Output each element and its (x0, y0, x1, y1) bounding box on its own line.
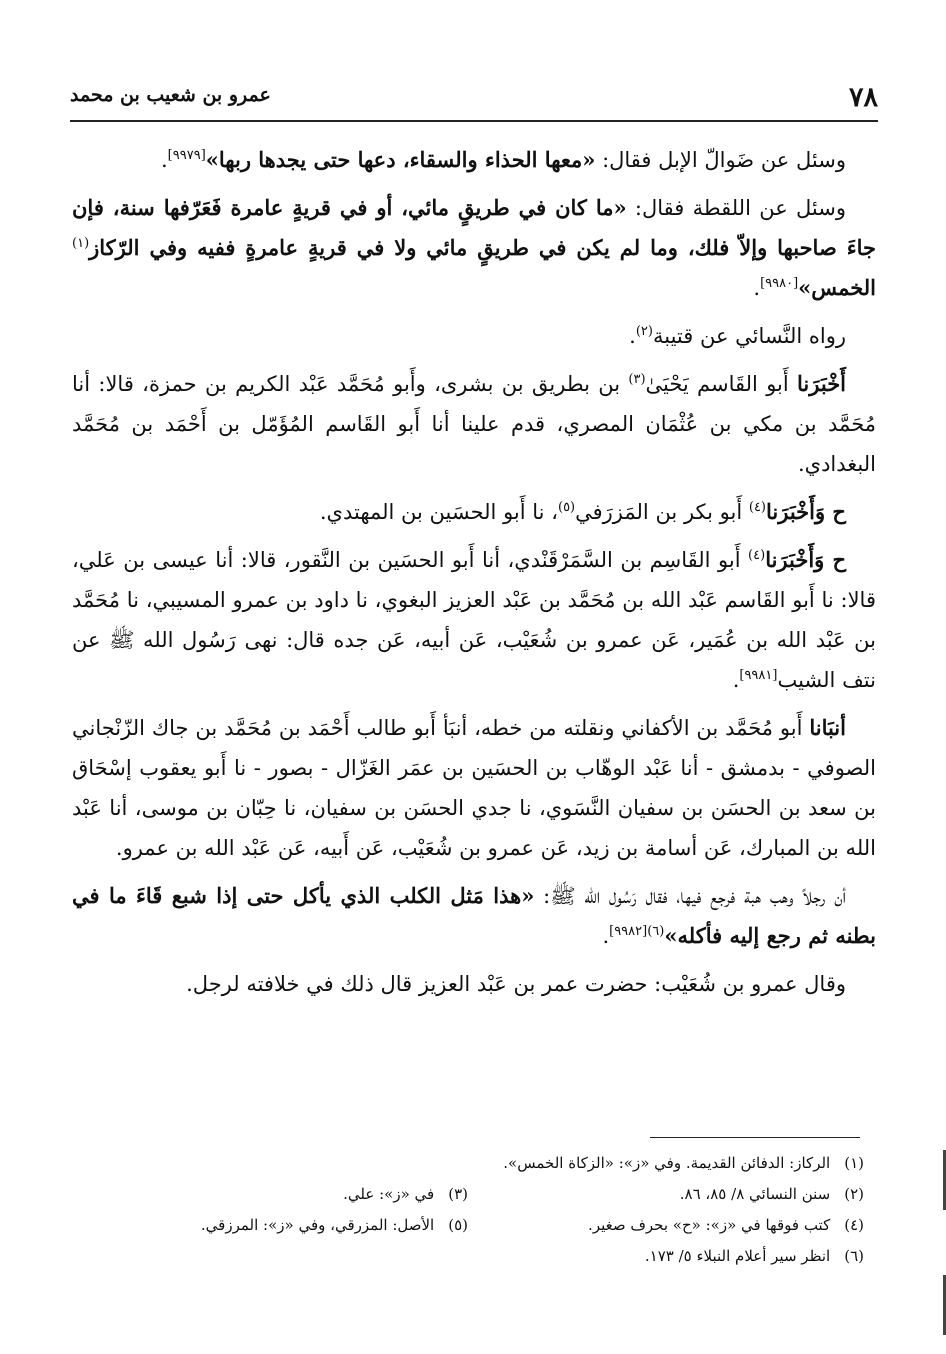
hadith-quote: «هذا مَثل الكلب الذي يأكل حتى إذا شبع قَاءَ ما في بطنه ثم رجع إليه فأكله» (72, 883, 876, 948)
footnote-separator (650, 1137, 860, 1138)
text-run: . (602, 924, 610, 948)
text-run: أن رجلاً وهب هبة فرجع فيها، فقال رَسُول الله ﷺ: (534, 884, 846, 908)
footnote-number: (٤) (844, 1216, 864, 1234)
main-text (72, 140, 876, 1012)
running-title: عمرو بن شعيب بن محمد (70, 84, 271, 106)
transmission-keyword: ح وَأَخْبَرَنا (765, 547, 847, 572)
text-run: . (629, 324, 636, 348)
footnote (468, 1179, 864, 1210)
footnote-row (72, 1148, 864, 1179)
paragraph (72, 708, 876, 868)
paragraph (72, 876, 876, 956)
paragraph (72, 364, 876, 484)
page-header (70, 78, 878, 112)
footnote (72, 1241, 864, 1272)
text-run: . (753, 276, 761, 300)
footnotes (72, 1148, 864, 1272)
footnote-ref[interactable]: (٤) (748, 548, 766, 563)
paragraph (72, 316, 876, 356)
text-run: أَبو مُحَمَّد بن الأكفاني ونقلته من خطه، أنبَأ أَبو طالب أَحْمَد بن مُحَمَّد بن جاك الزّنْجاني الصوفي - بدمشق - أنا عَبْد الوهّاب بن الحسَين بن عمَر الغَزّال - بصور - نا أَبو يعقوب إسْحَاق بن سعد بن الحسَن بن سفيان النَّسَوي، نا جدي الحسَن بن سفيان، نا حِبّان بن موسى، أنا عَبْد الله بن المبارك، عَن أسامة بن زيد، عَن عمرو بن شُعَيْب، عَن أَبيه، عَن عَبْد الله بن عمرو. (72, 716, 876, 860)
paragraph (72, 492, 876, 532)
text-run: . (732, 668, 740, 692)
hadith-quote: الخمس» (798, 275, 876, 300)
text-run: وسئل عن ضَوالّ الإبل فقال: (595, 148, 846, 172)
hadith-quote: «ما كان في طريقٍ مائي، أو في قريةٍ عامرة فَعَرّفها سنة، فإن جاءَ صاحبها وإلاّ فلك، وما لم يكن في طريقٍ مائي ولا في قريةٍ عامرةٍ ففيه وفي الرّكاز (72, 195, 876, 260)
text-run: وسئل عن اللقطة فقال: (626, 196, 846, 220)
text-run: أَبو القَاسِم بن السَّمَرْقَنْدي، أنا أَبو الحسَين بن النَّقور، قالا: أنا عيسى بن عَلي، قالا: نا أَبو القَاسم عَبْد الله بن مُحَمَّد بن عَبْد العزيز البغوي، نا داود بن عمرو المسيبي، نا مُحَمَّد بن عَبْد الله بن عُمَير، عَن عمرو بن شُعَيْب، عَن أبيه، عَن جده قال: نهى رَسُول الله ﷺ عن نتف الشيب (72, 548, 876, 692)
footnote-number: (٣) (448, 1185, 468, 1203)
page-number: ٧٨ (848, 82, 878, 113)
hadith-number: [٩٩٧٩] (167, 148, 206, 163)
text-run: رواه النَّسائي عن قتيبة (652, 324, 846, 348)
footnote-number: (٦) (844, 1247, 864, 1265)
paragraph: وقال عمرو بن شُعَيْب: حضرت عمر بن عَبْد العزيز قال ذلك في خلافته لرجل. (186, 972, 846, 996)
footnote-text: في «ز»: علي. (343, 1185, 435, 1203)
hadith-quote: «معها الحذاء والسقاء، دعها حتى يجدها ربها» (205, 147, 596, 172)
footnote-ref[interactable]: (٢) (635, 324, 653, 339)
footnote-row (72, 1241, 864, 1272)
footnote-number: (٥) (448, 1216, 468, 1234)
text-run: أَبو القَاسم يَحْيَىٰ (645, 372, 798, 396)
footnote-ref[interactable]: (٦) (647, 924, 665, 939)
footnote (468, 1210, 864, 1241)
footnote-text: كتب فوقها في «ز»: «ح» بحرف صغير. (588, 1216, 831, 1234)
paragraph (72, 140, 876, 180)
footnote-number: (٢) (844, 1185, 864, 1203)
footnote-row (72, 1179, 864, 1210)
paragraph (72, 188, 876, 308)
footnote-ref[interactable]: (١) (72, 236, 90, 251)
footnote-ref[interactable]: (٥) (557, 500, 576, 515)
text-run: بن بطريق بن بشرى، وأَبو مُحَمَّد عَبْد الكريم بن حمزة، قالا: أنا مُحَمَّد بن مكي بن عُثْمَان المصري، قدم علينا أنا أَبو القَاسم المُؤَمّل بن أَحْمَد بن مُحَمَّد البغدادي. (72, 372, 876, 476)
footnote-text: الأصل: المزرقي، وفي «ز»: المرزقي. (200, 1216, 435, 1234)
transmission-keyword: ح وَأَخْبَرَنا (766, 499, 846, 524)
text-run: . (160, 148, 168, 172)
transmission-keyword: أَخْبَرَنا (797, 371, 847, 396)
transmission-keyword: أنبَانا (809, 715, 846, 740)
footnote-text: انظر سير أعلام النبلاء ٥/ ١٧٣. (644, 1247, 831, 1265)
footnote-text: سنن النسائي ٨/ ٨٥، ٨٦. (679, 1185, 831, 1203)
hadith-number: [٩٩٨١] (739, 668, 778, 683)
footnote-text: الركاز: الدفائن القديمة. وفي «ز»: «الزكاة الخمس». (503, 1154, 831, 1172)
text-run: ، نا أَبو الحسَين بن المهتدي. (319, 500, 558, 524)
header-rule (70, 120, 878, 122)
footnote-row (72, 1210, 864, 1241)
hadith-number: [٩٩٨٠] (760, 276, 799, 291)
hadith-number: [٩٩٨٢] (609, 924, 648, 939)
footnote-ref[interactable]: (٤) (748, 500, 766, 515)
footnote-number: (١) (844, 1154, 864, 1172)
footnote (72, 1210, 468, 1241)
paragraph (72, 540, 876, 700)
footnote (72, 1148, 864, 1179)
text-run: أَبو بكر بن المَزرَفي (575, 500, 749, 524)
footnote (72, 1179, 468, 1210)
footnote-ref[interactable]: (٣) (628, 372, 646, 387)
